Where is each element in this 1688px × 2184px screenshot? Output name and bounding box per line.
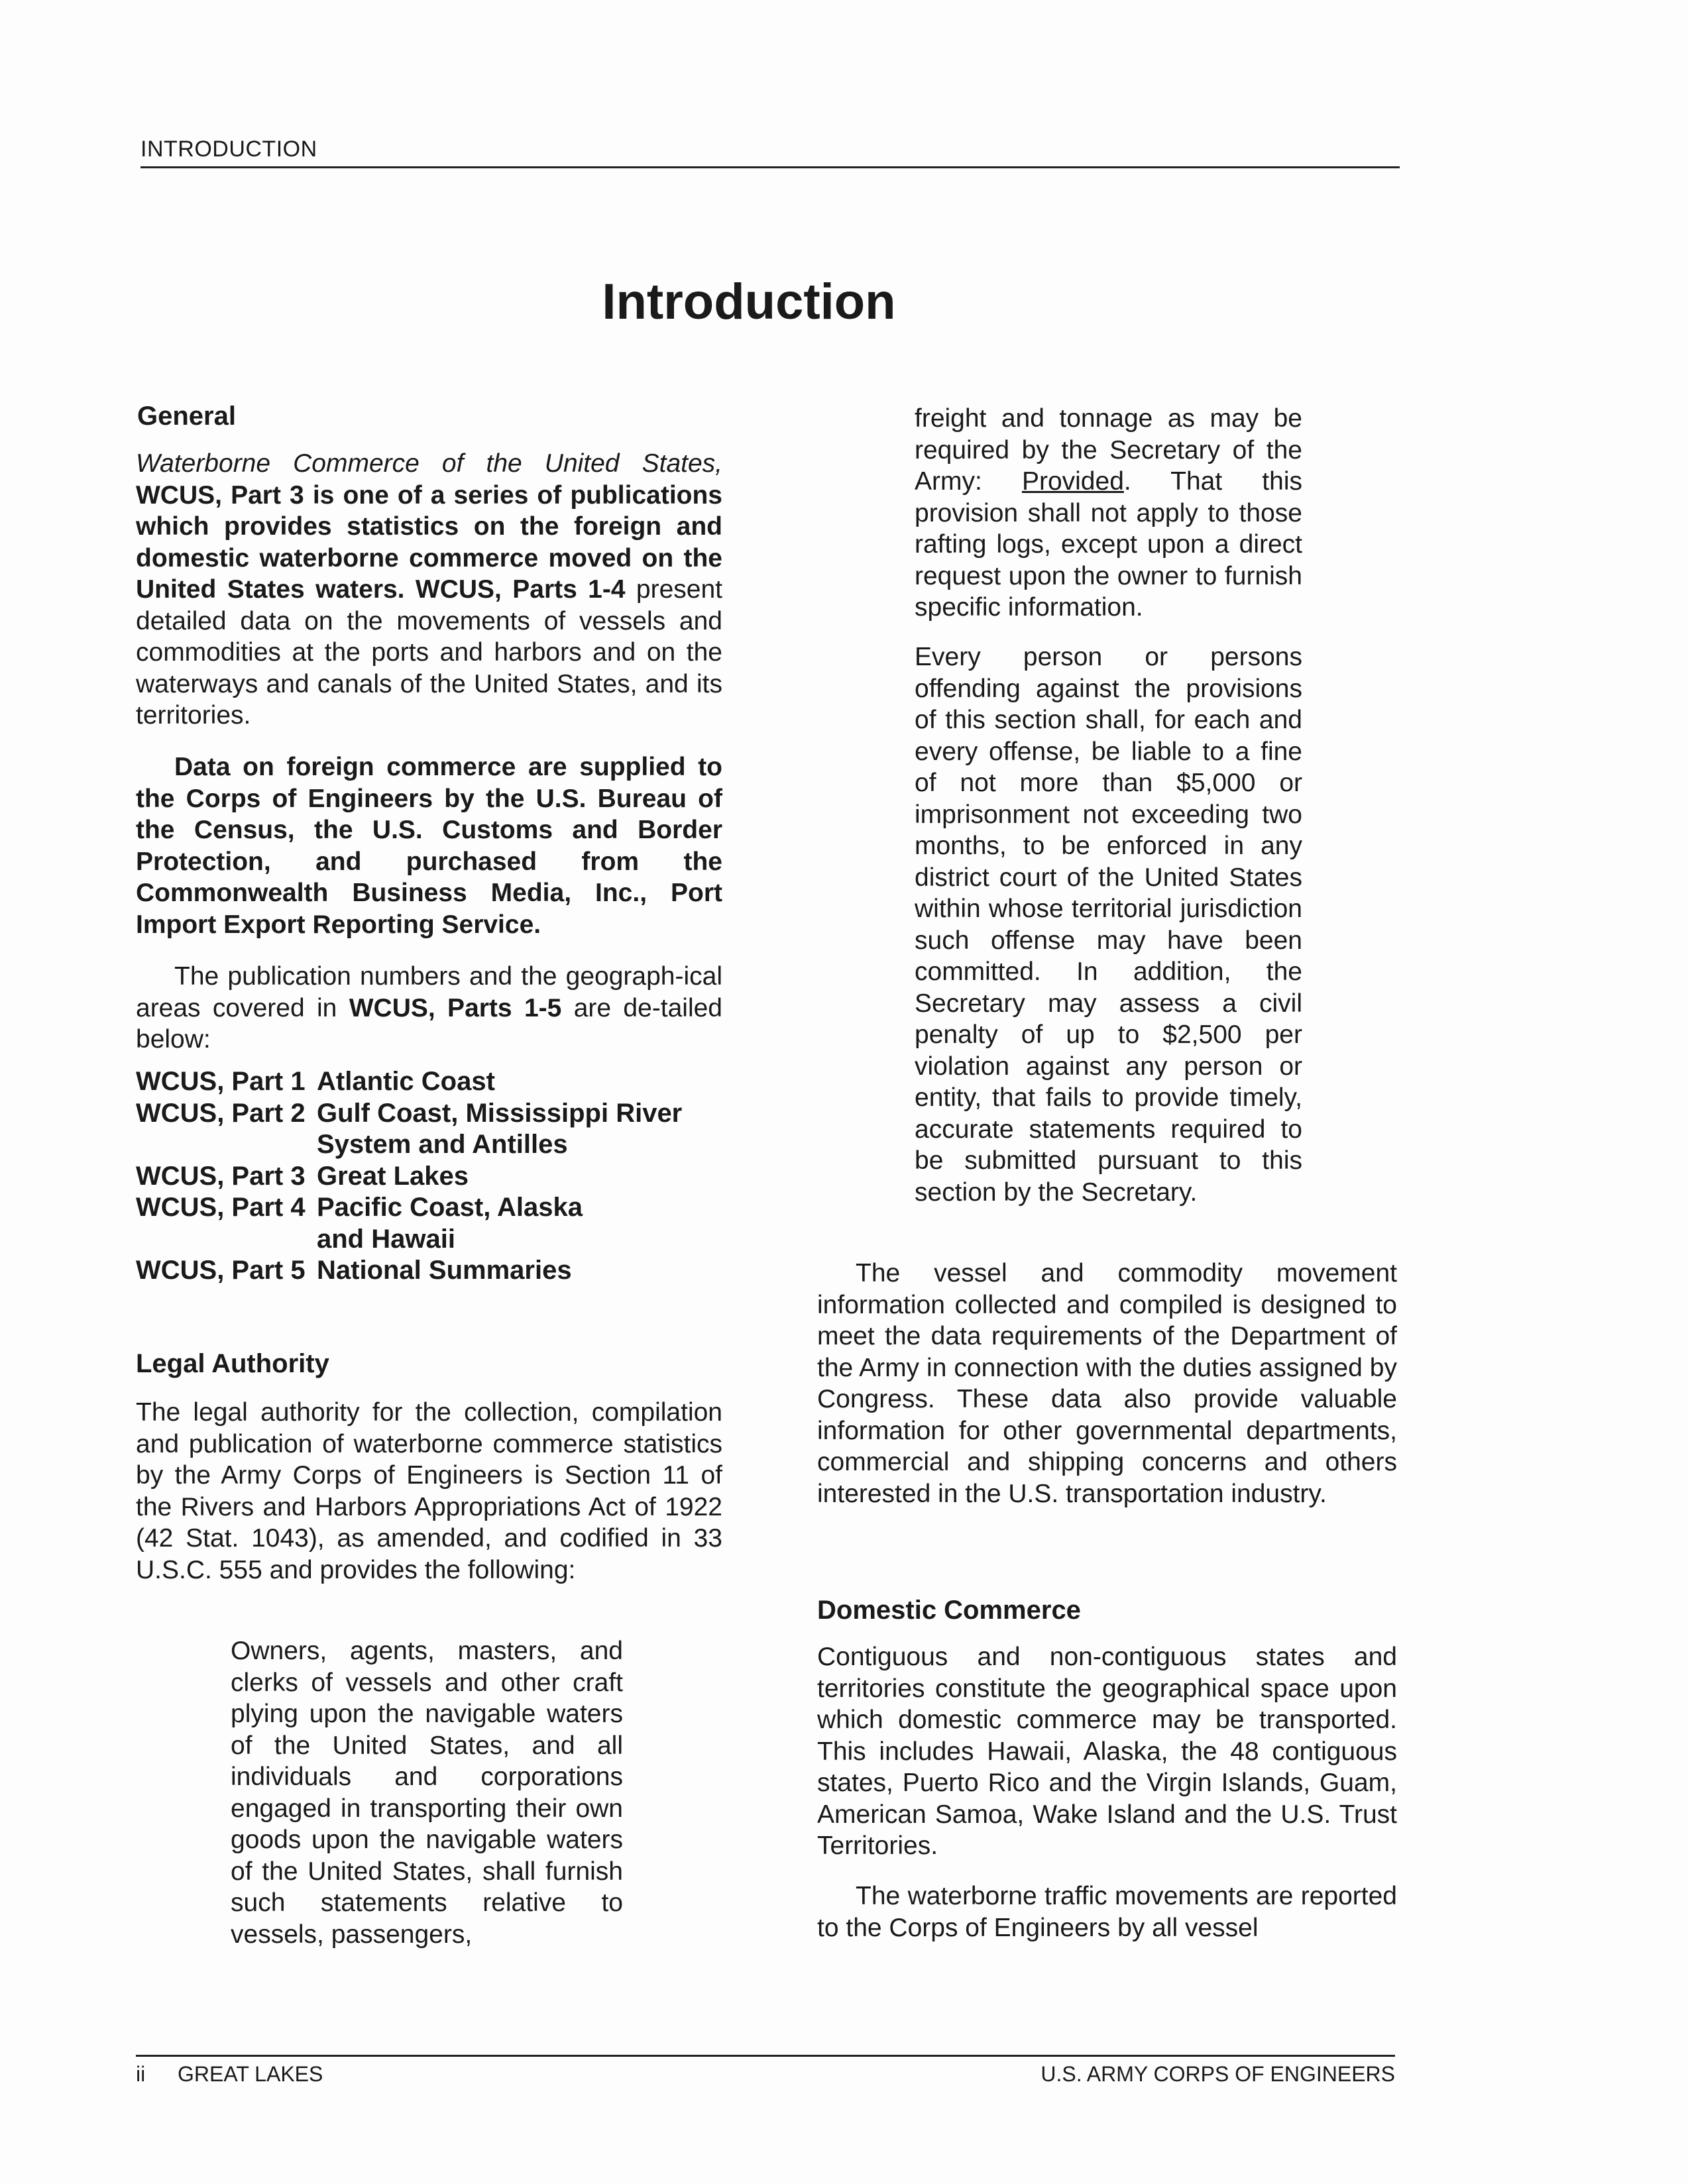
legal-paragraph-2: The vessel and commodity movement information collected and compiled is designed to meet the data requirements of the Department of the Army in connection with the duties assigned by Congress. These data also provide valuable information for other governmental departments, commercial and shipping concerns and others interested in the U.S. transportation industry. [817, 1259, 1397, 1508]
general-paragraph-1 [136, 448, 722, 732]
general-p3-bold: WCUS, Parts 1-5 [349, 993, 562, 1022]
part-area: Gulf Coast, Mississippi River [317, 1098, 683, 1128]
general-p1-bold: WCUS, Part 3 is one of a series of publications which provides statistics on the foreign and domestic waterborne commerce moved on the United States waters. WCUS, Parts 1-4 [136, 480, 722, 604]
statute-quote-part-1: Owners, agents, masters, and clerks of vessels and other craft plying upon the navigable waters of the United States, and all individuals and corporations engaged in transporting their own goods upon the navigable waters of the United States, shall furnish such statements relative to vessels, passengers, [231, 1637, 623, 1949]
part-key: WCUS, Part 4 [136, 1193, 306, 1222]
part-key: WCUS, Part 2 [136, 1098, 306, 1128]
statute-quote-part-1-continued [915, 403, 1302, 624]
parts-list-item [136, 1192, 722, 1224]
part-area: Great Lakes [317, 1161, 469, 1191]
running-head: INTRODUCTION [141, 136, 317, 162]
general-paragraph-2: Data on foreign commerce are supplied to the Corps of Engineers by the U.S. Bureau of the Census, the U.S. Customs and Border Protection, and purchased from the Commonwealth Business Media, Inc., Port Import Export Reporting Service. [136, 753, 722, 939]
page-number: ii [136, 2062, 146, 2086]
parts-list-item [136, 1098, 722, 1130]
parts-list-item [136, 1161, 722, 1193]
statute-quote-part-2: Every person or persons offending against the provisions of this section shall, for each and every offense, be liable to a fine of not more than $5,000 or imprisonment not exceeding two months, to be enforced in any district court of the United States within whose territorial jurisdiction such offense may have been committed. In addition, the Secretary may assess a civil penalty of up to $2,500 per violation against any person or entity, that fails to provide timely, accurate statements required to be submitted pursuant to this section by the Secretary. [915, 643, 1302, 1207]
publication-title-italic: Waterborne Commerce of the United States, [136, 449, 722, 478]
domestic-commerce-heading: Domestic Commerce [817, 1596, 1081, 1625]
footer-left: GREAT LAKES [178, 2062, 323, 2086]
legal-paragraph-1: The legal authority for the collection, compilation and publication of waterborne commerce statistics by the Army Corps of Engineers is Section 11 of the Rivers and Harbors Appropriations Act of 1922 (42 Stat. 1043), as amended, and codified in 33 U.S.C. 555 and provides the following: [136, 1398, 722, 1584]
footer-rule [136, 2055, 1395, 2057]
page-title: Introduction [602, 274, 896, 330]
part-area-continued: System and Antilles [317, 1130, 568, 1159]
part-key: WCUS, Part 1 [136, 1067, 306, 1096]
quote-text: freight and tonnage as may be required by the Secretary of the Army: [915, 404, 1302, 496]
part-key: WCUS, Part 3 [136, 1161, 306, 1191]
part-area: Atlantic Coast [317, 1067, 495, 1096]
domestic-paragraph-2: The waterborne traffic movements are reported to the Corps of Engineers by all vessel [817, 1882, 1397, 1942]
footer-right: U.S. ARMY CORPS OF ENGINEERS [1041, 2062, 1395, 2086]
parts-list-item [136, 1255, 722, 1287]
header-rule [141, 166, 1400, 168]
general-p1-rest: present detailed data on the movements of vessels and commodities at the ports and harbors and on the waterways and canals of the United States, and its territories. [136, 575, 722, 730]
legal-authority-heading: Legal Authority [136, 1349, 329, 1378]
part-key: WCUS, Part 5 [136, 1256, 306, 1285]
provided-underlined: Provided [1021, 467, 1124, 496]
part-area: Pacific Coast, Alaska [317, 1193, 583, 1222]
parts-list [136, 1066, 722, 1287]
quote-text: . That this provision shall not apply to those rafting logs, except upon a direct request upon the owner to furnish specific information. [915, 467, 1302, 622]
general-p3-b: are de-tailed below: [136, 993, 723, 1054]
part-area-continued: and Hawaii [317, 1224, 455, 1254]
domestic-paragraph-1: Contiguous and non-contiguous states and territories constitute the geographical space upon which domestic commerce may be transported. This includes Hawaii, Alaska, the 48 contiguous states, Puerto Rico and the Virgin Islands, Guam, American Samoa, Wake Island and the U.S. Trust Territories. [817, 1643, 1397, 1860]
general-paragraph-3 [136, 961, 722, 1056]
general-heading: General [137, 402, 236, 431]
part-area: National Summaries [317, 1256, 572, 1285]
general-p3-a: The publication numbers and the geograph-ical areas covered in [136, 962, 722, 1022]
parts-list-item [136, 1066, 722, 1098]
